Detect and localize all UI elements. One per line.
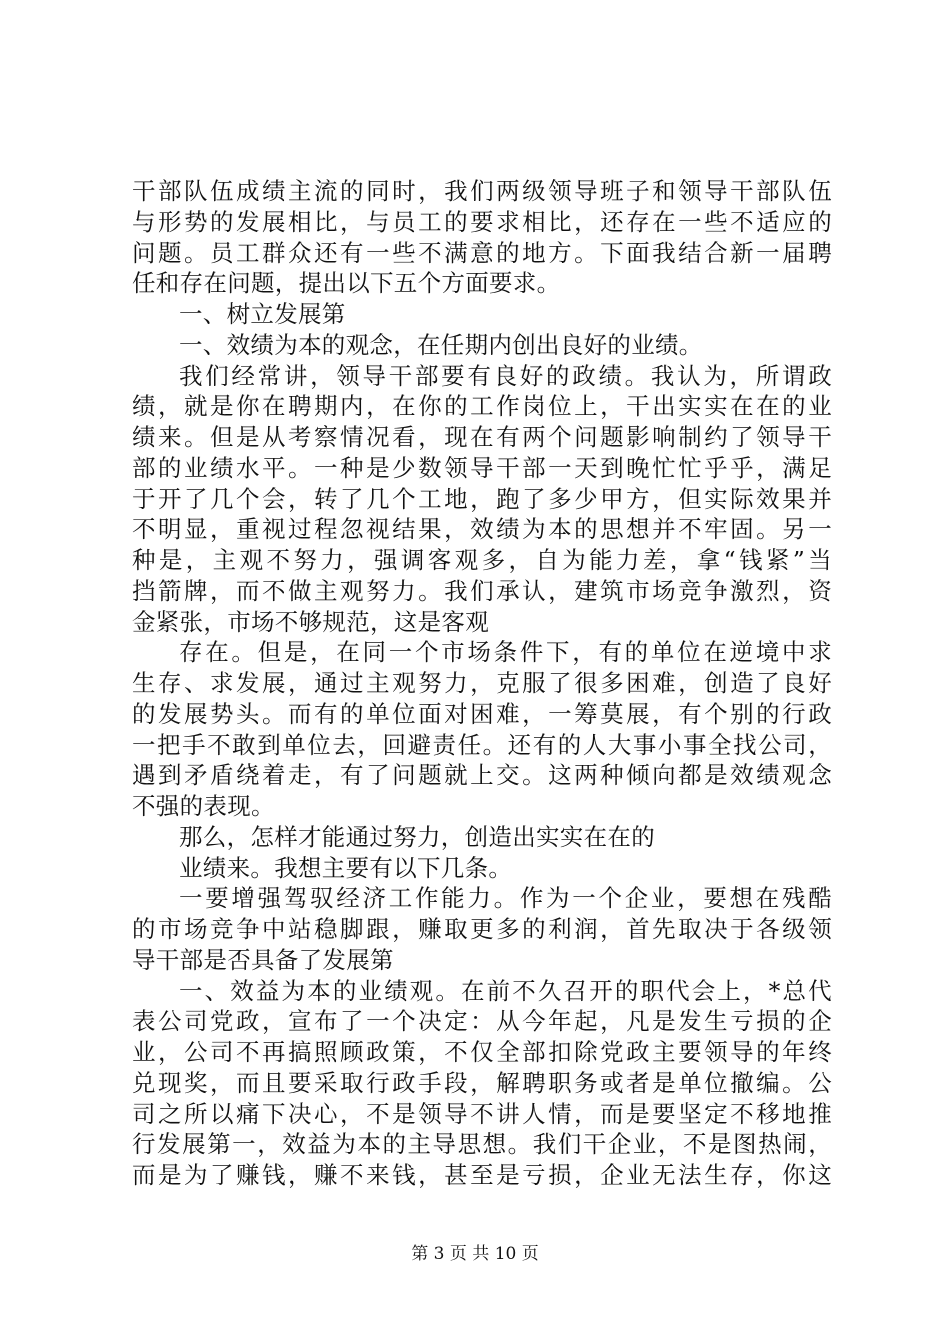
- text-line: 于开了几个会，转了几个工地，跑了多少甲方，但实际效果并: [132, 484, 832, 513]
- text-line: 不明显，重视过程忽视结果，效绩为本的思想并不牢固。另一: [132, 515, 832, 544]
- text-line: 导干部是否具备了发展第: [132, 945, 394, 974]
- text-line: 业，公司不再搞照顾政策，不仅全部扣除党政主要领导的年终: [132, 1038, 832, 1066]
- text-line: 绩来。但是从考察情况看，现在有两个问题影响制约了领导干: [132, 423, 832, 451]
- text-line: 一、效绩为本的观念，在任期内创出良好的业绩。: [179, 330, 703, 359]
- text-line: 那么，怎样才能通过努力，创造出实实在在的: [179, 822, 655, 851]
- text-line: 我们经常讲，领导干部要有良好的政绩。我认为，所谓政: [179, 361, 832, 390]
- text-line: 而是为了赚钱，赚不来钱，甚至是亏损，企业无法生存，你这: [132, 1161, 832, 1189]
- text-line: 一要增强驾驭经济工作能力。作为一个企业，要想在残酷: [179, 884, 832, 913]
- text-line: 种是，主观不努力，强调客观多，自为能力差，拿“钱紧”当: [132, 546, 832, 574]
- text-line: 问题。员工群众还有一些不满意的地方。下面我结合新一届聘: [132, 238, 832, 267]
- text-line: 生存、求发展，通过主观努力，克服了很多困难，创造了良好: [132, 669, 832, 697]
- text-line: 一、效益为本的业绩观。在前不久召开的职代会上，*总代: [179, 976, 832, 1005]
- text-line: 挡箭牌，而不做主观努力。我们承认，建筑市场竞争激烈，资: [132, 576, 832, 605]
- text-line: 司之所以痛下决心，不是领导不讲人情，而是要坚定不移地推: [132, 1099, 832, 1128]
- body-text: [132, 176, 832, 1191]
- text-line: 的市场竞争中站稳脚跟，赚取更多的利润，首先取决于各级领: [132, 915, 832, 943]
- text-line: 不强的表现。: [132, 792, 275, 820]
- text-line: 一、树立发展第: [179, 300, 346, 328]
- page-footer: 第 3 页 共 10 页: [411, 1244, 539, 1264]
- text-line: 表公司党政，宣布了一个决定：从今年起，凡是发生亏损的企: [132, 1007, 832, 1036]
- text-line: 部的业绩水平。一种是少数领导干部一天到晚忙忙乎乎，满足: [132, 453, 832, 482]
- text-line: 行发展第一，效益为本的主导思想。我们干企业，不是图热闹，: [132, 1130, 832, 1159]
- text-line: 干部队伍成绩主流的同时，我们两级领导班子和领导干部队伍: [132, 177, 832, 205]
- text-line: 遇到矛盾绕着走，有了问题就上交。这两种倾向都是效绩观念: [132, 761, 832, 790]
- text-line: 业绩来。我想主要有以下几条。: [179, 853, 513, 882]
- text-line: 与形势的发展相比，与员工的要求相比，还存在一些不适应的: [132, 207, 832, 236]
- text-line: 的发展势头。而有的单位面对困难，一筹莫展，有个别的行政: [132, 699, 832, 728]
- text-line: 金紧张，市场不够规范，这是客观: [132, 607, 489, 636]
- text-line: 绩，就是你在聘期内，在你的工作岗位上，干出实实在在的业: [132, 392, 832, 421]
- text-line: 任和存在问题，提出以下五个方面要求。: [132, 269, 561, 298]
- text-line: 一把手不敢到单位去，回避责任。还有的人大事小事全找公司，: [132, 730, 832, 759]
- text-line: 存在。但是，在同一个市场条件下，有的单位在逆境中求: [179, 638, 832, 667]
- text-line: 兑现奖，而且要采取行政手段，解聘职务或者是单位撤编。公: [132, 1068, 832, 1097]
